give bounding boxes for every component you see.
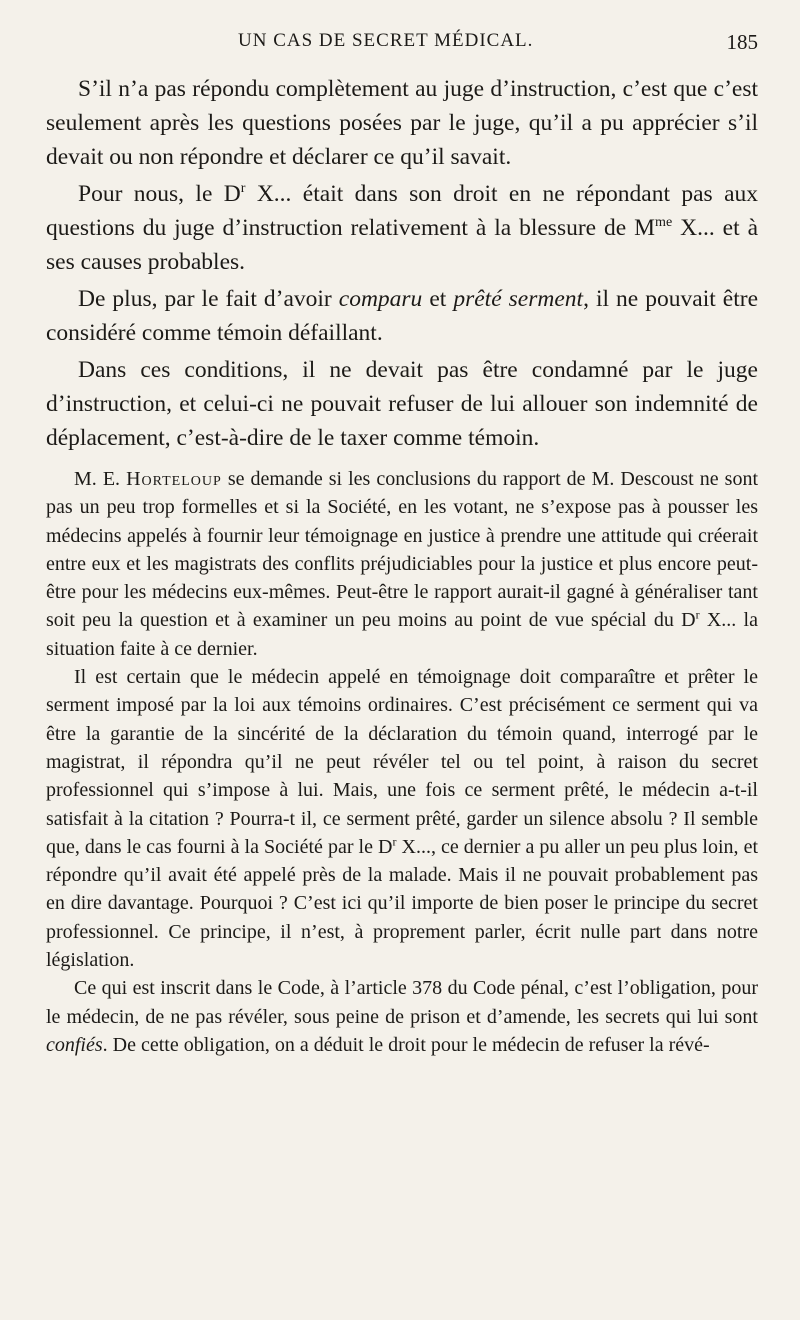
- running-header: [0, 30, 800, 60]
- paragraph-7: Ce qui est inscrit dans le Code, à l’article 378 du Code pénal, c’est l’obligation, pour le médecin, de ne pas révéler, sous peine de prison et d’amende, les secrets qui lui sont confiés. De cette obligation, on a déduit le droit pour le médecin de refuser la révé-: [46, 977, 758, 1056]
- speaker-name: Horteloup: [126, 468, 222, 490]
- paragraph-2: Pour nous, le $D^r$ X... était dans son droit en ne répondant pas aux questions du juge d’instruction relativement à la blessure de $M^{me}$ X... et à ses causes probables.: [46, 180, 758, 275]
- running-title: UN CAS DE SECRET MÉDICAL.: [238, 30, 534, 51]
- page-number: 185: [726, 30, 758, 54]
- paragraph-4: Dans ces conditions, il ne devait pas être condamné par le juge d’instruction, et celui-ci ne pouvait refuser de lui allouer son indemnité de déplacement, c’est-à-dire de le taxer comme témoin.: [46, 357, 758, 451]
- paragraph-5: M. E. Horteloup se demande si les conclusions du rapport de M. Descoust ne sont pas un peu trop formelles et si la Société, en les votant, ne s’expose pas à pousser les médecins appelés à fournir leur témoignage en justice à prendre une attitude qui créerait entre eux et les magistrats des conflits préjudiciables pour la justice et plus encore peut-être pour les médecins eux-mêmes. Peut-être le rapport aurait-il gagné à généraliser tant soit peu la question et à examiner un peu moins au point de vue spécial du $D^r$ X... la situation faite à ce dernier.: [46, 468, 759, 660]
- paragraph-3: De plus, par le fait d’avoir comparu et prêté serment, il ne pouvait être considéré comme témoin défaillant.: [46, 286, 758, 346]
- paragraph-6: Il est certain que le médecin appelé en témoignage doit comparaître et prêter le serment imposé par la loi aux témoins ordinaires. C’est précisément ce serment qui va être la garantie de la sincérité de la déclaration du témoin quand, interrogé par le magistrat, il répondra qu’il ne peut révéler tel ou tel point, à raison du secret professionnel qui s’impose à lui. Mais, une fois ce serment prêté, le médecin a-t-il satisfait à la citation ? Pourra-t il, ce serment prêté, garder un silence absolu ? Il semble que, dans le cas fourni à la Société par le $D^r$ X..., ce dernier a pu aller un peu plus loin, et répondre qu’il avait été appelé près de la malade. Mais il ne pouvait probablement pas en dire davantage. Pourquoi ? C’est ici qu’il importe de bien poser le principe du secret professionnel. Ce principe, il n’est, à proprement parler, écrit nulle part dans notre législation.: [46, 666, 758, 972]
- paragraph-1: S’il n’a pas répondu complètement au juge d’instruction, c’est que c’est seulement après les questions posées par le juge, qu’il a pu apprécier s’il devait ou non répondre et déclarer ce qu’il savait.: [46, 76, 758, 170]
- body-text: [46, 72, 758, 1059]
